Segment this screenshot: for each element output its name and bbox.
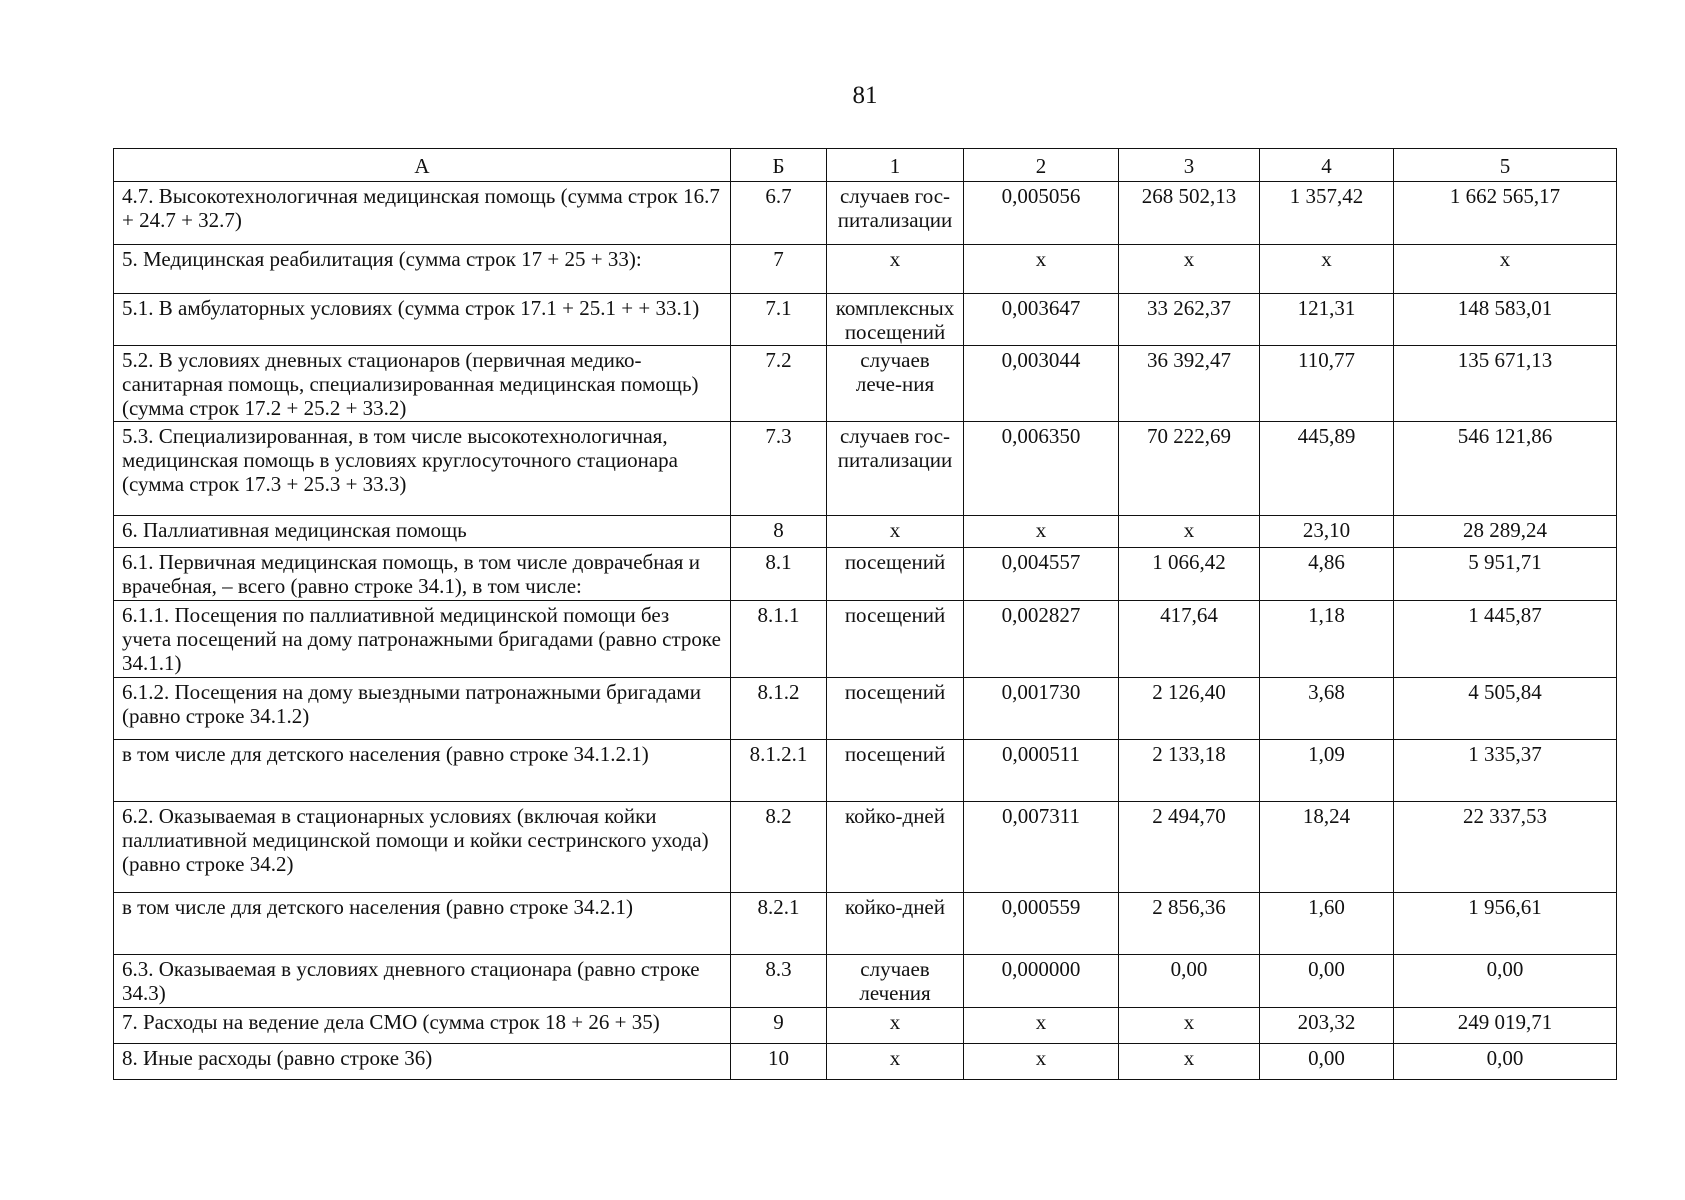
row-col-3: 2 126,40	[1119, 678, 1260, 740]
table-row	[114, 182, 1617, 245]
row-code: 6.7	[731, 182, 827, 245]
header-col-a: А	[114, 149, 731, 182]
row-col-2: 0,001730	[964, 678, 1119, 740]
row-unit: х	[827, 1044, 964, 1080]
row-code: 8.1.2	[731, 678, 827, 740]
row-col-4: 4,86	[1260, 548, 1394, 601]
row-unit: койко-дней	[827, 802, 964, 893]
row-description: 6.3. Оказываемая в условиях дневного стационара (равно строке 34.3)	[114, 955, 731, 1008]
row-code: 8.1	[731, 548, 827, 601]
table-row	[114, 802, 1617, 893]
row-col-5: х	[1394, 245, 1617, 294]
row-code: 8.1.2.1	[731, 740, 827, 802]
row-col-4: 0,00	[1260, 955, 1394, 1008]
row-col-2: 0,007311	[964, 802, 1119, 893]
row-col-4: 1,60	[1260, 893, 1394, 955]
row-description: 8. Иные расходы (равно строке 36)	[114, 1044, 731, 1080]
row-col-3: х	[1119, 1044, 1260, 1080]
row-unit: койко-дней	[827, 893, 964, 955]
row-description: 6.1.1. Посещения по паллиативной медицинской помощи без учета посещений на дому патронажными бригадами (равно строке 34.1.1)	[114, 601, 731, 678]
row-col-3: х	[1119, 516, 1260, 548]
row-col-5: 135 671,13	[1394, 346, 1617, 422]
row-unit: посещений	[827, 678, 964, 740]
row-col-5: 4 505,84	[1394, 678, 1617, 740]
row-col-2: 0,000511	[964, 740, 1119, 802]
row-col-5: 249 019,71	[1394, 1008, 1617, 1044]
row-col-3: 70 222,69	[1119, 422, 1260, 516]
row-col-5: 1 445,87	[1394, 601, 1617, 678]
row-col-2: 0,004557	[964, 548, 1119, 601]
table-row	[114, 294, 1617, 346]
row-col-4: 121,31	[1260, 294, 1394, 346]
row-col-3: 417,64	[1119, 601, 1260, 678]
row-unit: посещений	[827, 548, 964, 601]
row-col-2: х	[964, 1008, 1119, 1044]
row-col-4: х	[1260, 245, 1394, 294]
row-code: 9	[731, 1008, 827, 1044]
row-col-5: 1 662 565,17	[1394, 182, 1617, 245]
row-description: 5.2. В условиях дневных стационаров (первичная медико-санитарная помощь, специализированная медицинская помощь) (сумма строк 17.2 + 25.2 + 33.2)	[114, 346, 731, 422]
row-col-3: 0,00	[1119, 955, 1260, 1008]
row-col-4: 0,00	[1260, 1044, 1394, 1080]
row-code: 7.2	[731, 346, 827, 422]
row-col-5: 148 583,01	[1394, 294, 1617, 346]
row-code: 7	[731, 245, 827, 294]
table-row	[114, 893, 1617, 955]
header-col-3: 3	[1119, 149, 1260, 182]
row-col-4: 18,24	[1260, 802, 1394, 893]
row-col-3: 2 856,36	[1119, 893, 1260, 955]
row-code: 10	[731, 1044, 827, 1080]
table-row	[114, 346, 1617, 422]
row-unit: комплексных посещений	[827, 294, 964, 346]
row-col-5: 5 951,71	[1394, 548, 1617, 601]
header-col-5: 5	[1394, 149, 1617, 182]
table-header-row	[114, 149, 1617, 182]
row-col-5: 0,00	[1394, 955, 1617, 1008]
row-code: 8.2	[731, 802, 827, 893]
page-number: 81	[852, 82, 878, 109]
row-code: 8.3	[731, 955, 827, 1008]
header-col-1: 1	[827, 149, 964, 182]
row-col-4: 110,77	[1260, 346, 1394, 422]
row-col-5: 1 335,37	[1394, 740, 1617, 802]
row-code: 7.3	[731, 422, 827, 516]
row-col-3: х	[1119, 245, 1260, 294]
table-row	[114, 422, 1617, 516]
header-col-4: 4	[1260, 149, 1394, 182]
row-unit: посещений	[827, 740, 964, 802]
row-col-3: 268 502,13	[1119, 182, 1260, 245]
row-col-3: 2 133,18	[1119, 740, 1260, 802]
header-col-b: Б	[731, 149, 827, 182]
table-row	[114, 955, 1617, 1008]
row-col-4: 1,09	[1260, 740, 1394, 802]
row-col-5: 0,00	[1394, 1044, 1617, 1080]
row-col-4: 445,89	[1260, 422, 1394, 516]
row-description: 5.3. Специализированная, в том числе высокотехнологичная, медицинская помощь в условиях круглосуточного стационара (сумма строк 17.3 + 25.3 + 33.3)	[114, 422, 731, 516]
row-col-2: 0,000559	[964, 893, 1119, 955]
row-description: 4.7. Высокотехнологичная медицинская помощь (сумма строк 16.7 + 24.7 + 32.7)	[114, 182, 731, 245]
row-col-2: х	[964, 1044, 1119, 1080]
row-unit: случаев лече-ния	[827, 346, 964, 422]
table-row	[114, 1008, 1617, 1044]
header-col-2: 2	[964, 149, 1119, 182]
row-col-3: х	[1119, 1008, 1260, 1044]
row-col-5: 28 289,24	[1394, 516, 1617, 548]
row-col-2: х	[964, 245, 1119, 294]
table-row	[114, 601, 1617, 678]
row-col-2: х	[964, 516, 1119, 548]
row-unit: х	[827, 245, 964, 294]
row-description: в том числе для детского населения (равно строке 34.2.1)	[114, 893, 731, 955]
row-col-5: 546 121,86	[1394, 422, 1617, 516]
data-table	[113, 148, 1617, 1080]
table-row	[114, 516, 1617, 548]
row-unit: х	[827, 516, 964, 548]
table-row	[114, 740, 1617, 802]
table-row	[114, 245, 1617, 294]
row-unit: случаев гос-питализации	[827, 182, 964, 245]
table-row	[114, 678, 1617, 740]
table-row	[114, 1044, 1617, 1080]
row-col-2: 0,003044	[964, 346, 1119, 422]
row-unit: х	[827, 1008, 964, 1044]
row-col-2: 0,005056	[964, 182, 1119, 245]
row-description: 6.1. Первичная медицинская помощь, в том числе доврачебная и врачебная, – всего (равно строке 34.1), в том числе:	[114, 548, 731, 601]
row-unit: случаев гос-питализации	[827, 422, 964, 516]
row-unit: посещений	[827, 601, 964, 678]
row-col-4: 3,68	[1260, 678, 1394, 740]
row-col-3: 2 494,70	[1119, 802, 1260, 893]
row-code: 8.2.1	[731, 893, 827, 955]
row-col-3: 1 066,42	[1119, 548, 1260, 601]
row-col-2: 0,002827	[964, 601, 1119, 678]
row-col-5: 22 337,53	[1394, 802, 1617, 893]
row-col-4: 1,18	[1260, 601, 1394, 678]
row-col-4: 1 357,42	[1260, 182, 1394, 245]
row-col-4: 203,32	[1260, 1008, 1394, 1044]
row-description: 7. Расходы на ведение дела СМО (сумма строк 18 + 26 + 35)	[114, 1008, 731, 1044]
row-col-2: 0,003647	[964, 294, 1119, 346]
table-row	[114, 548, 1617, 601]
row-code: 7.1	[731, 294, 827, 346]
row-col-3: 33 262,37	[1119, 294, 1260, 346]
row-unit: случаев лечения	[827, 955, 964, 1008]
row-col-5: 1 956,61	[1394, 893, 1617, 955]
row-description: в том числе для детского населения (равно строке 34.1.2.1)	[114, 740, 731, 802]
row-description: 6.1.2. Посещения на дому выездными патронажными бригадами (равно строке 34.1.2)	[114, 678, 731, 740]
row-col-3: 36 392,47	[1119, 346, 1260, 422]
row-col-2: 0,000000	[964, 955, 1119, 1008]
row-code: 8	[731, 516, 827, 548]
row-col-2: 0,006350	[964, 422, 1119, 516]
row-description: 5.1. В амбулаторных условиях (сумма строк 17.1 + 25.1 + + 33.1)	[114, 294, 731, 346]
row-description: 5. Медицинская реабилитация (сумма строк 17 + 25 + 33):	[114, 245, 731, 294]
row-description: 6. Паллиативная медицинская помощь	[114, 516, 731, 548]
row-col-4: 23,10	[1260, 516, 1394, 548]
row-code: 8.1.1	[731, 601, 827, 678]
row-description: 6.2. Оказываемая в стационарных условиях (включая койки паллиативной медицинской помощи и койки сестринского ухода) (равно строке 34.2)	[114, 802, 731, 893]
